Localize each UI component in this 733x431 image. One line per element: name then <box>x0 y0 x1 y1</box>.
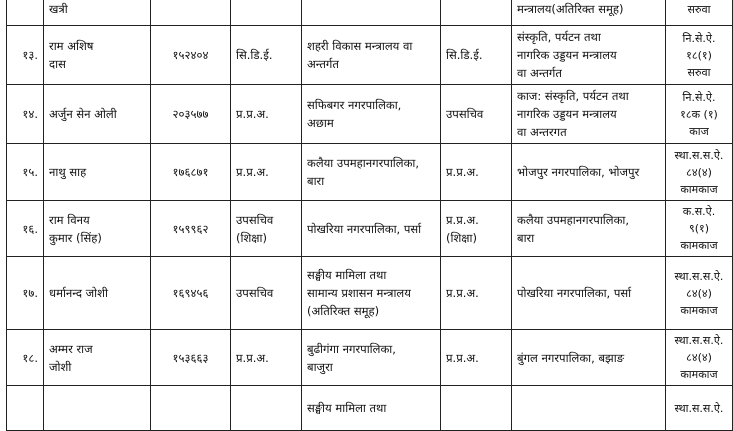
serial-number-cell: १७. <box>7 257 44 330</box>
employee-name-line: अम्मर राज <box>49 341 93 356</box>
legal-basis-line: ९(१) <box>688 222 710 235</box>
new-office-cell <box>512 201 666 257</box>
current-office-line: अछाम <box>307 116 334 130</box>
new-office-cell <box>512 257 666 330</box>
symbol-number-cell <box>151 0 231 26</box>
current-office-line: बाजुरा <box>307 359 333 374</box>
new-office-line: पोखरिया नगरपालिका, पर्सा <box>517 286 632 300</box>
legal-basis-cell <box>666 144 733 201</box>
symbol-number-cell: १५३६६३ <box>151 330 231 386</box>
current-position-cell <box>231 144 302 201</box>
new-office-line: काज: संस्कृति, पर्यटन तथा <box>517 89 629 103</box>
transfer-table <box>6 0 733 431</box>
new-office-line: कलैया उपमहानगरपालिका, <box>517 212 630 227</box>
legal-basis-line: ८४(४) <box>686 286 712 300</box>
legal-basis-line: नि.से.ऐ. <box>682 31 716 45</box>
legal-basis-line: स्था.स.स.ऐ. <box>674 334 724 347</box>
current-office-line: बुढीगंगा नगरपालिका, <box>307 341 396 356</box>
legal-basis-cell <box>666 330 733 386</box>
employee-name-cell <box>44 0 151 26</box>
employee-name-cell <box>44 201 151 257</box>
current-office-line: पोखरिया नगरपालिका, पर्सा <box>307 221 422 236</box>
legal-basis-line: कामकाज <box>680 239 718 252</box>
table-row <box>7 201 733 257</box>
legal-basis-cell <box>666 26 733 85</box>
symbol-number-cell: १६९४५६ <box>151 257 231 330</box>
legal-basis-line: स्था.स.स.ऐ. <box>674 269 724 283</box>
employee-name-line: नाथु साह <box>49 165 87 179</box>
new-position-cell <box>441 85 512 144</box>
serial-number-cell: १६. <box>7 201 44 257</box>
legal-basis-line: कामकाज <box>680 368 718 381</box>
current-office-line: सामान्य प्रशासन मन्त्रालय <box>307 286 411 300</box>
new-office-line: मन्त्रालय(अतिरिक्त समूह) <box>517 2 624 16</box>
new-position-line: उपसचिव <box>446 107 484 121</box>
new-office-cell <box>512 330 666 386</box>
table-row <box>7 0 733 26</box>
current-office-line: (अतिरिक्त समूह) <box>307 304 380 318</box>
current-position-line: प्र.प्र.अ. <box>236 107 269 121</box>
current-office-cell <box>302 0 441 26</box>
new-position-line: प्र.प्र.अ. <box>446 350 479 365</box>
new-office-line: बारा <box>517 230 535 245</box>
new-office-line: भोजपुर नगरपालिका, भोजपुर <box>517 165 640 179</box>
legal-basis-cell <box>666 0 733 26</box>
employee-name-cell <box>44 330 151 386</box>
employee-name-line: कुमार (सिंह) <box>49 230 102 245</box>
employee-name-line: खत्री <box>49 2 68 16</box>
employee-name-line: राम अशिष <box>49 39 94 53</box>
employee-name-cell <box>44 386 151 431</box>
new-position-cell <box>441 386 512 431</box>
current-position-cell <box>231 330 302 386</box>
new-position-line: प्र.प्र.अ. <box>446 165 479 179</box>
current-position-line: प्र.प्र.अ. <box>236 165 269 179</box>
new-position-line: सि.डि.ई. <box>446 48 483 62</box>
current-office-line: कलैया उपमहानगरपालिका, <box>307 156 420 170</box>
serial-number-cell <box>7 0 44 26</box>
current-office-line: सङ्घीय मामिला तथा <box>307 401 387 415</box>
new-position-cell <box>441 201 512 257</box>
table-row <box>7 330 733 386</box>
legal-basis-cell <box>666 386 733 431</box>
table-row <box>7 257 733 330</box>
legal-basis-line: कामकाज <box>680 303 718 317</box>
new-office-line: वा अन्तर्गत <box>517 66 562 80</box>
current-office-cell <box>302 85 441 144</box>
legal-basis-line: स्था.स.स.ऐ. <box>674 148 724 162</box>
current-office-line: सङ्घीय मामिला तथा <box>307 268 387 282</box>
new-office-line: संस्कृति, पर्यटन तथा <box>517 30 601 44</box>
new-office-cell <box>512 0 666 26</box>
legal-basis-line: क.स.ऐ. <box>682 205 716 218</box>
current-position-line: उपसचिव <box>236 286 274 300</box>
employee-name-line: जोशी <box>49 359 72 374</box>
current-position-cell <box>231 257 302 330</box>
current-position-line: उपसचिव <box>236 212 274 227</box>
legal-basis-cell <box>666 257 733 330</box>
new-office-cell <box>512 85 666 144</box>
symbol-number-cell: १५९९६२ <box>151 201 231 257</box>
serial-number-cell: १५. <box>7 144 44 201</box>
current-position-line: प्र.प्र.अ. <box>236 350 269 365</box>
symbol-number-cell <box>151 386 231 431</box>
table-row <box>7 386 733 431</box>
current-position-cell <box>231 26 302 85</box>
legal-basis-line: सरुवा <box>687 65 711 79</box>
current-position-cell <box>231 386 302 431</box>
current-office-line: सफिबगर नगरपालिका, <box>307 98 402 112</box>
serial-number-cell: १३. <box>7 26 44 85</box>
new-office-cell <box>512 386 666 431</box>
current-office-line: अन्तर्गत <box>307 57 339 71</box>
legal-basis-line: स्था.स.स.ऐ. <box>674 401 724 415</box>
legal-basis-line: ८४(४) <box>686 351 712 364</box>
symbol-number-cell: २०३५७७ <box>151 85 231 144</box>
legal-basis-cell <box>666 201 733 257</box>
new-position-line: प्र.प्र.अ. (शिक्षा) <box>446 212 479 245</box>
employee-name-cell <box>44 26 151 85</box>
legal-basis-line: नि.से.ऐ. <box>682 90 716 104</box>
employee-name-cell <box>44 257 151 330</box>
current-office-cell <box>302 201 441 257</box>
current-position-cell <box>231 201 302 257</box>
employee-name-cell <box>44 144 151 201</box>
legal-basis-line: सरुवा <box>687 2 711 16</box>
current-position-cell <box>231 0 302 26</box>
employee-name-line: दास <box>49 57 66 71</box>
serial-number-cell: १८. <box>7 330 44 386</box>
current-office-line: शहरी विकास मन्त्रालय वा <box>307 39 413 53</box>
new-position-cell <box>441 257 512 330</box>
legal-basis-line: कामकाज <box>680 182 718 196</box>
employee-name-cell <box>44 85 151 144</box>
new-office-cell <box>512 144 666 201</box>
legal-basis-cell <box>666 85 733 144</box>
transfer-table-body <box>7 0 733 431</box>
table-row <box>7 85 733 144</box>
new-office-line: नागरिक उड्डयन मन्त्रालय <box>517 48 617 62</box>
new-position-cell <box>441 0 512 26</box>
current-office-line: बारा <box>307 174 325 188</box>
symbol-number-cell: १५२४०४ <box>151 26 231 85</box>
legal-basis-line: ८४(४) <box>686 165 712 179</box>
table-row <box>7 144 733 201</box>
new-office-line: नागरिक उड्डयन मन्त्रालय <box>517 107 617 121</box>
current-position-line: (शिक्षा) <box>236 230 267 245</box>
new-office-cell <box>512 26 666 85</box>
legal-basis-line: १८(१) <box>686 48 712 62</box>
current-office-cell <box>302 144 441 201</box>
new-position-line: प्र.प्र.अ. <box>446 286 479 300</box>
new-position-cell <box>441 26 512 85</box>
employee-name-line: धर्मानन्द जोशी <box>49 286 108 300</box>
current-office-cell <box>302 330 441 386</box>
table-row <box>7 26 733 85</box>
serial-number-cell <box>7 386 44 431</box>
current-office-cell <box>302 26 441 85</box>
legal-basis-line: १८क (१) <box>680 107 718 121</box>
symbol-number-cell: १७६८७१ <box>151 144 231 201</box>
new-office-line: वा अन्तरगत <box>517 125 567 139</box>
current-position-cell <box>231 85 302 144</box>
serial-number-cell: १४. <box>7 85 44 144</box>
current-position-line: सि.डि.ई. <box>236 48 273 62</box>
employee-name-line: अर्जुन सेन ओली <box>49 107 117 121</box>
current-office-cell <box>302 257 441 330</box>
new-position-cell <box>441 144 512 201</box>
legal-basis-line: काज <box>689 124 709 138</box>
new-office-line: बुंगल नगरपालिका, बझाङ <box>517 350 625 365</box>
current-office-cell <box>302 386 441 431</box>
employee-name-line: राम विनय <box>49 212 90 227</box>
new-position-cell <box>441 330 512 386</box>
